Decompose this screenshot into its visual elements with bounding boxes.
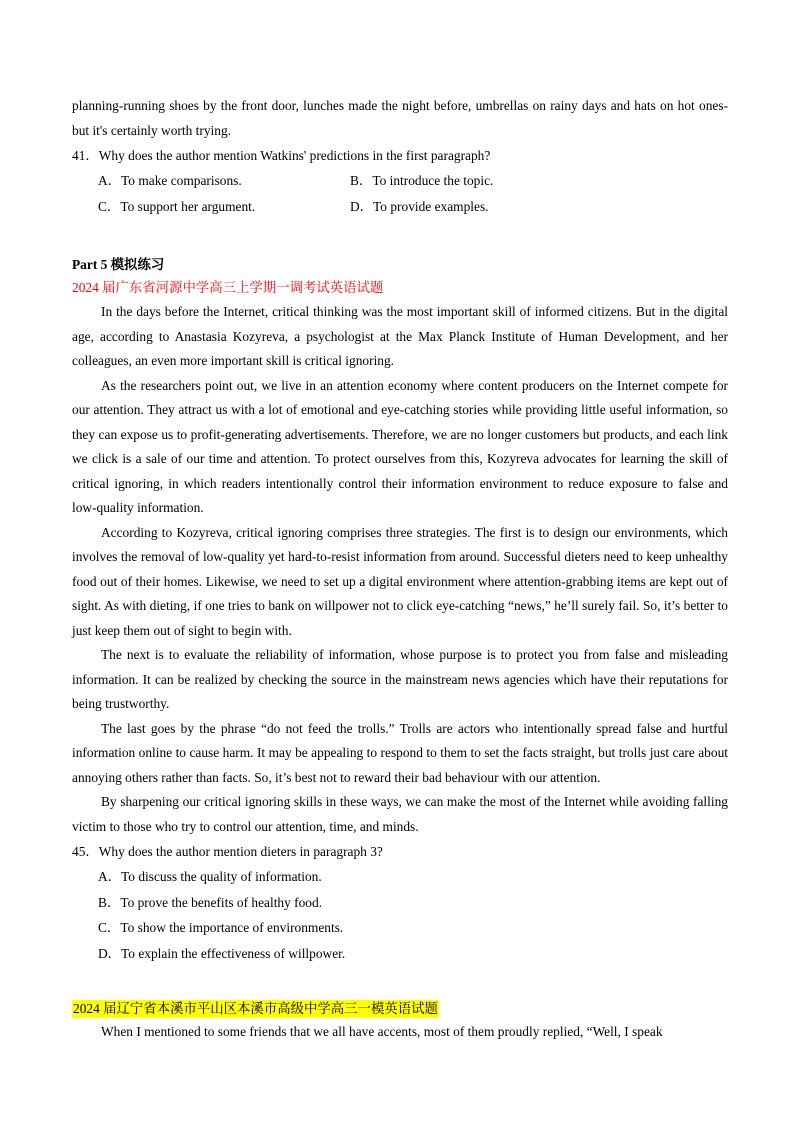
- paragraph-6: By sharpening our critical ignoring skills in these ways, we can make the most of the Internet while avoiding falling victim to those who try to control our attention, time, and minds.: [72, 794, 728, 834]
- document-page: [72, 94, 728, 1045]
- paragraph-4: The next is to evaluate the reliability of information, whose purpose is to protect you from false and misleading information. It can be realized by checking the source in the mainstream news agencies which have their reputations for being trustworthy.: [72, 647, 728, 711]
- question-41: 41．Why does the author mention Watkins' predictions in the first paragraph?: [72, 148, 491, 163]
- option-c: C．To support her argument.: [98, 199, 256, 214]
- part-heading: Part 5 模拟练习: [72, 257, 165, 272]
- source-title: 2024 届广东省河源中学高三上学期一调考试英语试题: [72, 280, 384, 295]
- paragraph-1: In the days before the Internet, critical thinking was the most important skill of informed citizens. But in the digital age, according to Anastasia Kozyreva, a psychologist at the Max Planck Institute of Human Development, and her colleagues, an even more important skill is critical ignoring.: [72, 304, 728, 368]
- option-d: D．To provide examples.: [350, 199, 489, 214]
- question-41-options-row-2: [72, 194, 728, 220]
- option-b: B．To prove the benefits of healthy food.: [98, 894, 323, 910]
- question-45: 45．Why does the author mention dieters in paragraph 3?: [72, 844, 383, 859]
- option-a: A．To make comparisons.: [98, 173, 242, 188]
- source-title-highlighted: 2024 届辽宁省本溪市平山区本溪市高级中学高三一模英语试题: [73, 1001, 438, 1016]
- passage-continuation: planning-running shoes by the front door, lunches made the night before, umbrellas on rainy days and hats on hot ones-but it's certainly worth trying.: [72, 98, 728, 138]
- paragraph-3: According to Kozyreva, critical ignoring comprises three strategies. The first is to design our environments, which involves the removal of low-quality yet hard-to-resist information from around. Successful dieters need to keep unhealthy food out of their homes. Likewise, we need to set up a digital environment where attention-grabbing items are kept out of sight. As with dieting, if one tries to bank on willpower not to click eye-catching “news,” he’ll surely fail. So, it’s better to just keep them out of sight to begin with.: [72, 524, 728, 638]
- paragraph-2: As the researchers point out, we live in an attention economy where content producers on the Internet compete for our attention. They attract us with a lot of emotional and eye-catching stories while providing little useful information, so they can expose us to profit-generating advertisements. Therefore, we are no longer customers but products, and each link we click is a sale of our time and attention. To protect ourselves from this, Kozyreva advocates for learning the skill of critical ignoring, in which readers intentionally control their information environment to reduce exposure to false and low-quality information.: [72, 377, 728, 515]
- option-d: D．To explain the effectiveness of willpower.: [98, 945, 346, 961]
- option-c: C．To show the importance of environments.: [98, 920, 344, 935]
- question-41-options-row-1: [72, 168, 728, 194]
- next-passage-start: When I mentioned to some friends that we all have accents, most of them proudly replied, “Well, I speak: [101, 1024, 663, 1039]
- paragraph-5: The last goes by the phrase “do not feed the trolls.” Trolls are actors who intentionally spread false and hurtful information online to cause harm. It may be appealing to respond to them to set the facts straight, but trolls just care about annoying others rather than facts. So, it’s best not to reward their bad behaviour with our attention.: [72, 720, 728, 785]
- option-b: B．To introduce the topic.: [350, 173, 494, 188]
- option-a: A．To discuss the quality of information.: [98, 869, 322, 884]
